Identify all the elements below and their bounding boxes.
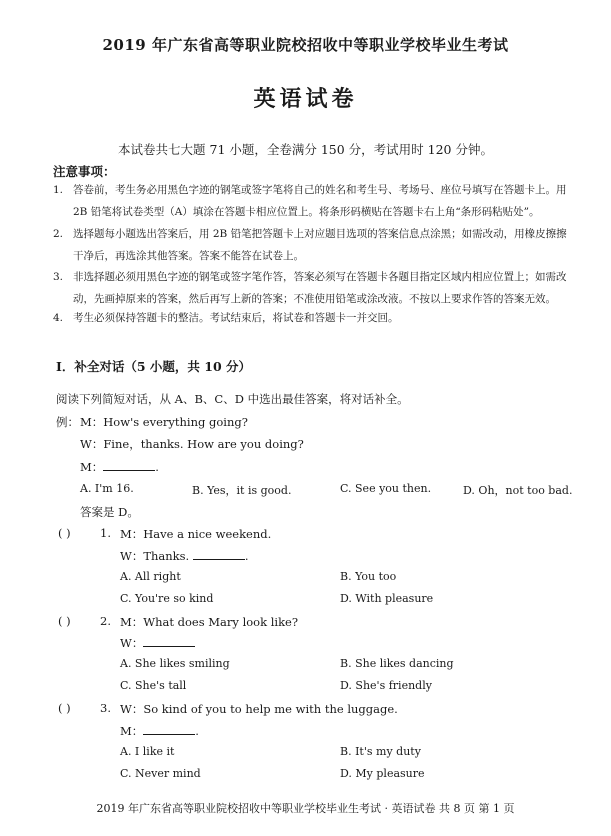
question-blank-line	[120, 635, 195, 651]
question-number: 1.	[100, 526, 111, 540]
note-item	[53, 266, 578, 310]
example-speaker: M：	[80, 460, 104, 474]
example-line: W：Fine，thanks. How are you doing?	[80, 437, 304, 451]
option-c: C. You're so kind	[120, 592, 214, 605]
option-b: B. She likes dancing	[340, 657, 454, 670]
option-c: C. She's tall	[120, 679, 187, 692]
answer-paren: ( )	[58, 701, 71, 715]
question-speaker: W：Thanks.	[120, 549, 190, 563]
answer-paren: ( )	[58, 526, 71, 540]
note-text-continued: 干净后，再选涂其他答案。答案不能答在试卷上。	[73, 250, 304, 262]
answer-blank	[143, 636, 195, 647]
note-item	[53, 179, 578, 223]
question-punct: .	[244, 549, 249, 563]
note-number: 4.	[53, 312, 64, 324]
answer-blank	[103, 460, 155, 471]
answer-blank	[143, 724, 195, 735]
example-option-d: D. Oh，not too bad.	[463, 484, 573, 497]
option-a: A. I like it	[120, 745, 175, 758]
note-item	[53, 223, 578, 267]
example-option-b: B. Yes，it is good.	[192, 484, 292, 497]
option-b: B. It's my duty	[340, 745, 421, 758]
section-heading: Ⅰ．补全对话（5 小题，共 10 分）	[56, 359, 251, 374]
example-line: M：How's everything going?	[80, 415, 248, 429]
answer-blank	[193, 549, 245, 560]
question-number: 3.	[100, 701, 111, 715]
example-punct: .	[155, 460, 159, 474]
option-c: C. Never mind	[120, 767, 201, 780]
question-number: 2.	[100, 614, 111, 628]
question-blank-line	[120, 548, 249, 564]
example-label: 例：	[56, 415, 79, 429]
paper-title: 英语试卷	[253, 86, 358, 112]
question-punct: .	[195, 724, 199, 738]
exam-header-title: 2019 年广东省高等职业院校招收中等职业学校毕业生考试	[102, 36, 509, 54]
note-number: 1.	[53, 184, 64, 196]
note-number: 2.	[53, 228, 64, 240]
page-footer: 2019 年广东省高等职业院校招收中等职业学校毕业生考试 · 英语试卷 共 8 页 第 1 页	[96, 802, 515, 815]
question-line: W：So kind of you to help me with the luggage.	[120, 702, 398, 716]
note-item	[53, 307, 578, 329]
example-answer: 答案是 D。	[80, 505, 139, 519]
question-line: M：Have a nice weekend.	[120, 527, 272, 541]
option-b: B. You too	[340, 570, 397, 583]
notes-heading: 注意事项：	[53, 164, 116, 179]
question-speaker: M：	[120, 724, 144, 738]
note-text: 考生必须保持答题卡的整洁。考试结束后，将试卷和答题卡一并交回。	[73, 312, 399, 324]
note-text: 非选择题必须用黑色字迹的钢笔或签字笔作答，答案必须写在答题卡各题目指定区域内相应位置上；如需改	[73, 271, 567, 283]
example-blank-line	[80, 459, 159, 475]
exam-intro: 本试卷共七大题 71 小题，全卷满分 150 分，考试用时 120 分钟。	[118, 142, 493, 157]
question-blank-line	[120, 723, 199, 739]
example-option-c: C. See you then.	[340, 482, 432, 495]
question-speaker: W：	[120, 636, 144, 650]
note-text: 答卷前，考生务必用黑色字迹的钢笔或签字笔将自己的姓名和考生号、考场号、座位号填写在答题卡上。用	[73, 184, 567, 196]
example-option-a: A. I'm 16.	[80, 482, 134, 495]
question-line: M：What does Mary look like?	[120, 615, 299, 629]
option-d: D. My pleasure	[340, 767, 425, 780]
option-a: A. All right	[120, 570, 181, 583]
note-text-continued: 2B 铅笔将试卷类型（A）填涂在答题卡相应位置上。将条形码横贴在答题卡右上角“条形码粘贴处”。	[73, 206, 540, 218]
option-d: D. She's friendly	[340, 679, 432, 692]
note-text-continued: 动，先画掉原来的答案，然后再写上新的答案；不准使用铅笔或涂改液。不按以上要求作答的答案无效。	[73, 293, 556, 305]
option-d: D. With pleasure	[340, 592, 434, 605]
section-instruction: 阅读下列简短对话，从 A、B、C、D 中选出最佳答案，将对话补全。	[56, 392, 409, 406]
answer-paren: ( )	[58, 614, 71, 628]
note-number: 3.	[53, 271, 64, 283]
option-a: A. She likes smiling	[120, 657, 230, 670]
note-text: 选择题每小题选出答案后，用 2B 铅笔把答题卡上对应题目选项的答案信息点涂黑；如需改动，用橡皮擦擦	[73, 228, 567, 240]
